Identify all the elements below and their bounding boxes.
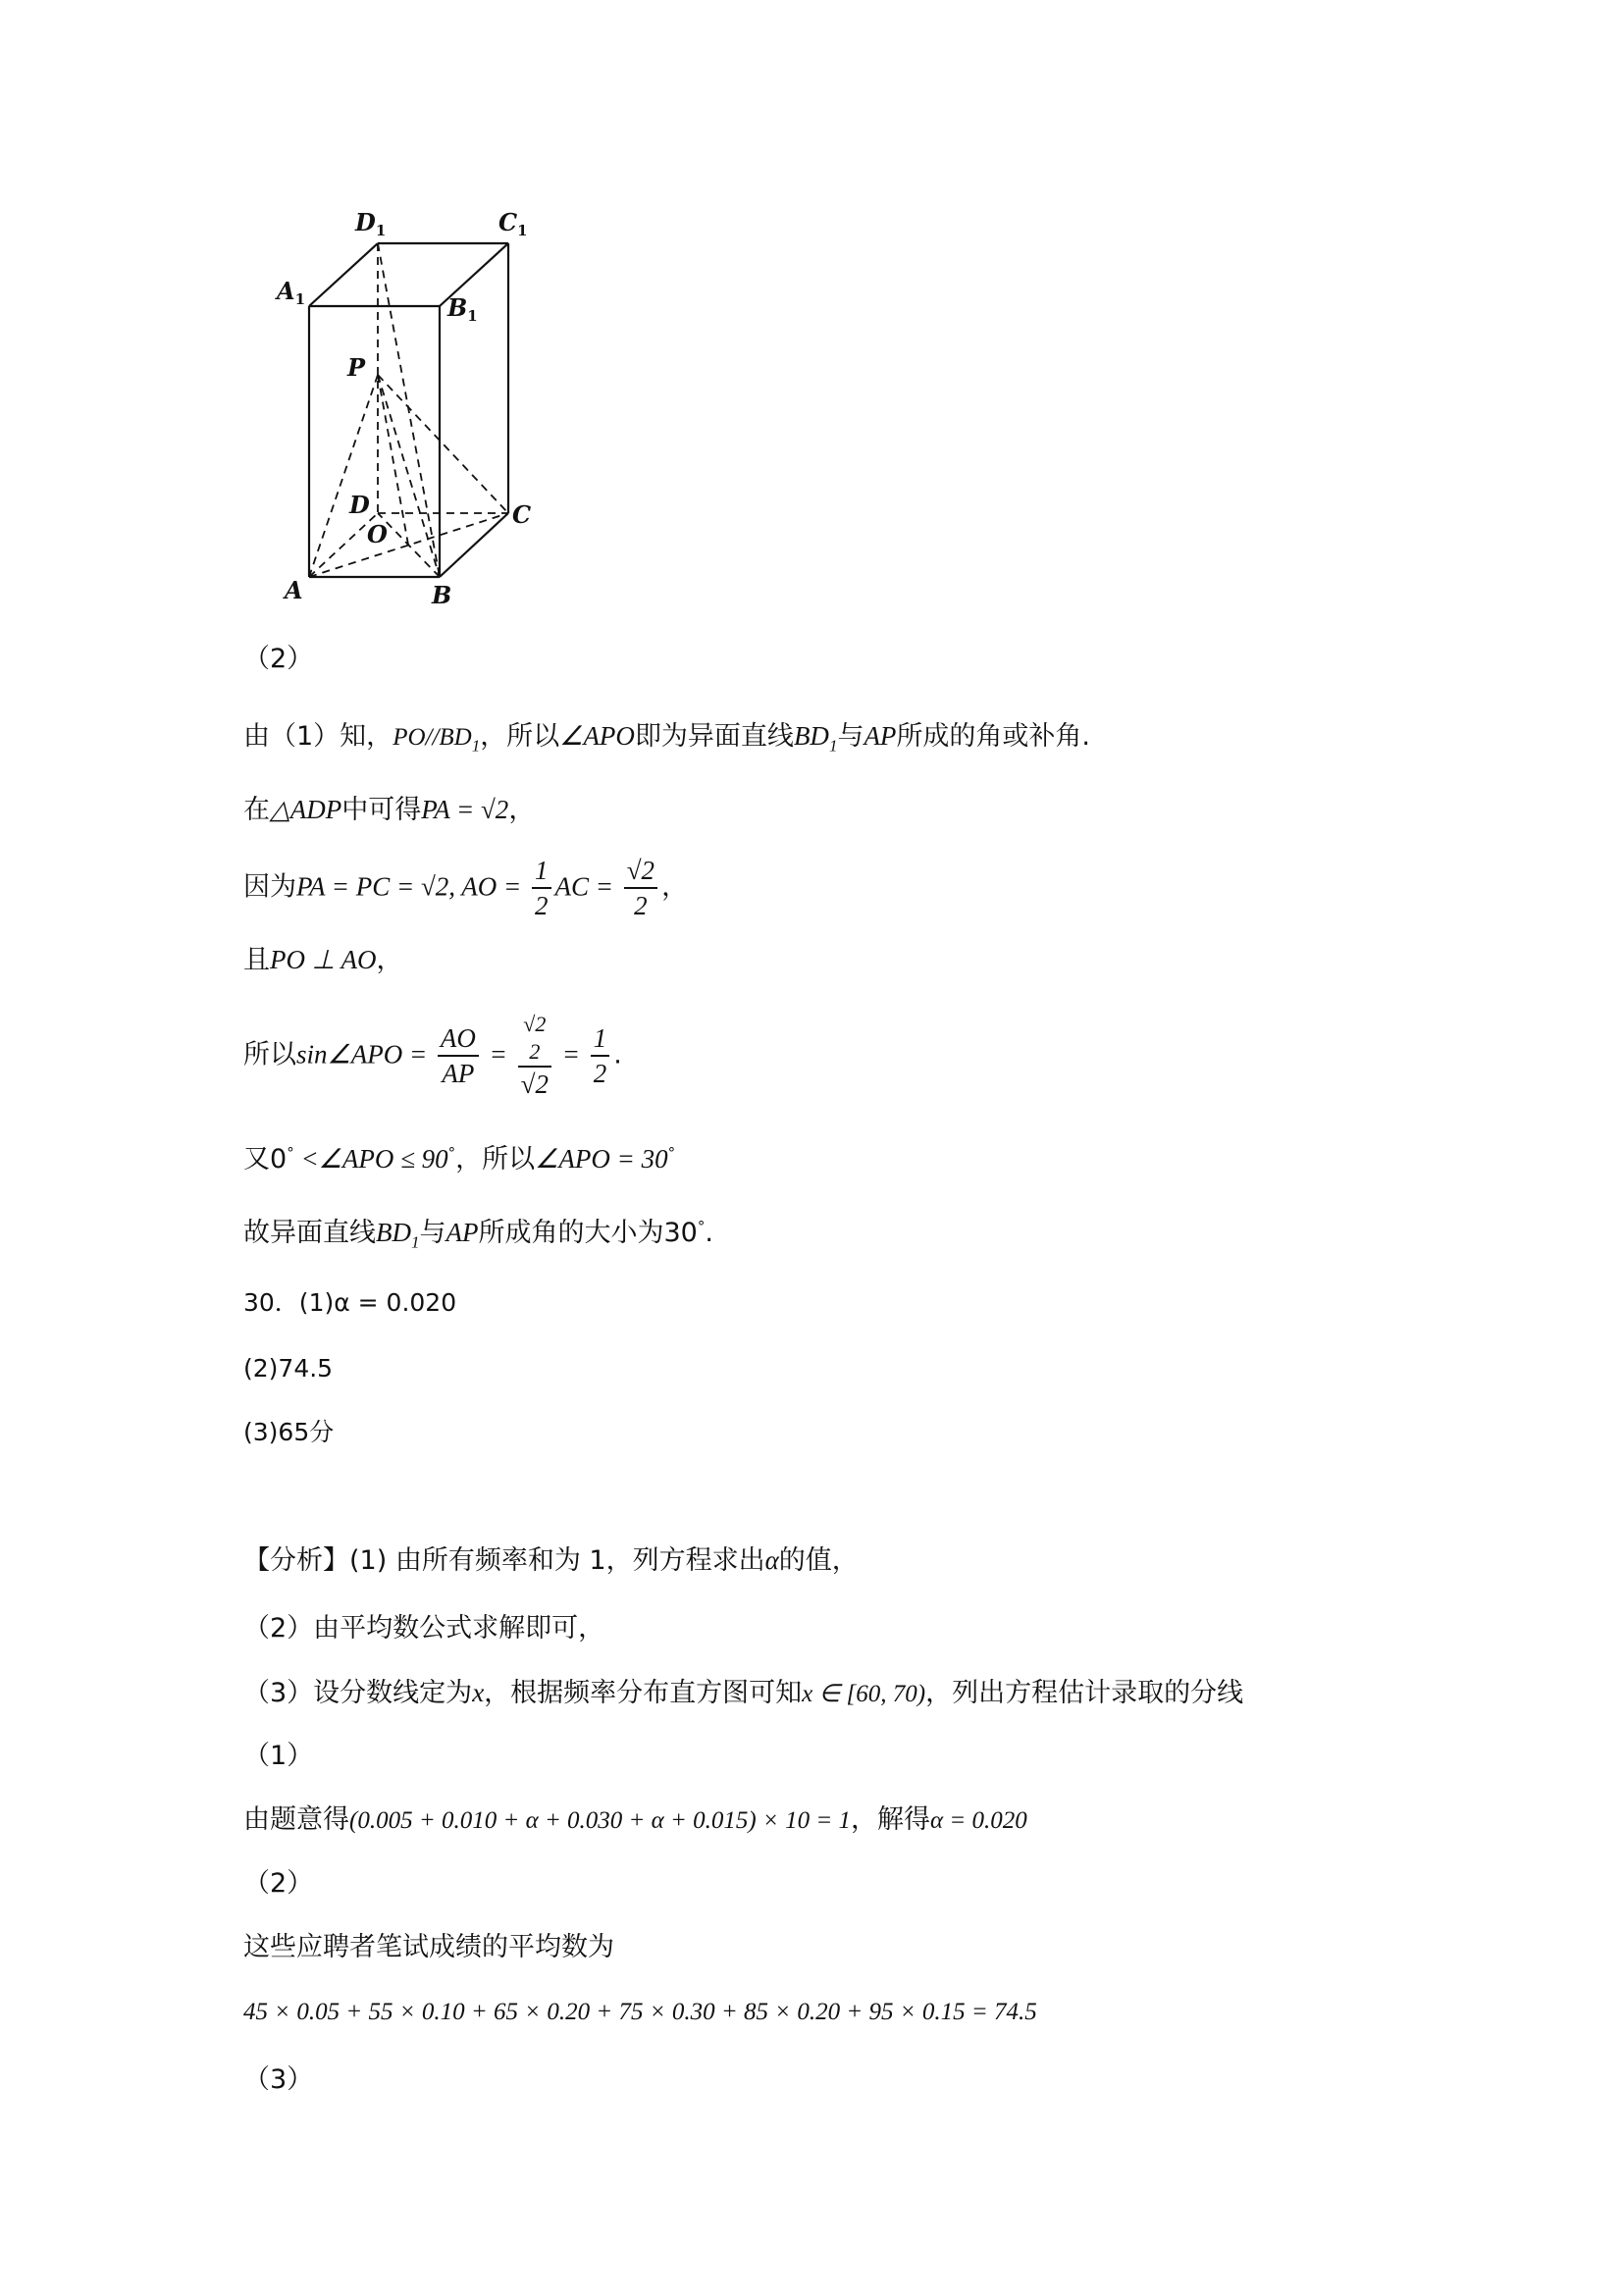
analysis-part-2-text: 这些应聘者笔试成绩的平均数为 [243, 1932, 614, 1962]
label-o: O [367, 520, 388, 548]
solution-line-3: 因为PA = PC = √2, AO = $\frac{1}{2}$ AC = $\frac{√2}{2}$ ， [243, 856, 689, 920]
analysis-part-2-equation: 45 × 0.05 + 55 × 0.10 + 65 × 0.20 + 75 × 0.30 + 85 × 0.20 + 95 × 0.15 = 74.5 [243, 1999, 1037, 2025]
label-b1: $B_1$ [447, 293, 478, 325]
solution-line-5: 所以sin∠APO = $\frac{AO}{AP}$ = √2 2 √2 = $\frac{1}{2}$ . [243, 1012, 622, 1099]
analysis-part-1-line: 由题意得(0.005 + 0.010 + α + 0.030 + α + 0.015) × 10 = 1，解得α = 0.020 [243, 1804, 1027, 1835]
solution-line-6: 又0° <∠APO ≤ 90°，所以∠APO = 30° [243, 1144, 676, 1174]
label-a1: $A_1$ [277, 277, 306, 308]
answer-30-line-2: (2)74.5 [243, 1354, 334, 1383]
label-p: P [347, 353, 366, 382]
analysis-line-1: 【分析】(1) 由所有频率和为 1，列方程求出α的值， [243, 1545, 859, 1576]
solution-line-7: 故异面直线$BD_1$与AP所成角的大小为30°. [243, 1218, 713, 1252]
analysis-line-2: （2）由平均数公式求解即可， [243, 1613, 605, 1644]
analysis-part-2-label: （2） [243, 1868, 314, 1899]
analysis-part-1-label: （1） [243, 1741, 314, 1771]
label-d: D [349, 491, 370, 519]
label-a: A [285, 576, 303, 604]
answer-30-line-1: 30．(1)α = 0.020 [243, 1288, 457, 1317]
label-b: B [432, 581, 452, 609]
analysis-part-3-label: （3） [243, 2064, 314, 2095]
solution-line-2: 在△ADP中可得PA = √2， [243, 795, 536, 825]
solution-line-4: 且PO ⊥ AO， [243, 945, 403, 975]
part-2-label: （2） [243, 644, 314, 674]
label-d1: $D_1$ [355, 208, 387, 239]
answer-30-line-3: (3)65分 [243, 1418, 335, 1446]
prism-figure [245, 201, 569, 613]
analysis-line-3: （3）设分数线定为x，根据频率分布直方图可知x ∈ [60, 70)，列出方程估计录取的分线 [243, 1678, 1244, 1708]
prism-diagram [245, 201, 569, 613]
label-c1: $C_1$ [498, 208, 528, 239]
solution-line-1: 由（1）知，$PO//BD_1$，所以∠APO即为异面直线$BD_1$与AP所成的角或补角. [243, 721, 1091, 756]
label-c: C [512, 500, 532, 529]
